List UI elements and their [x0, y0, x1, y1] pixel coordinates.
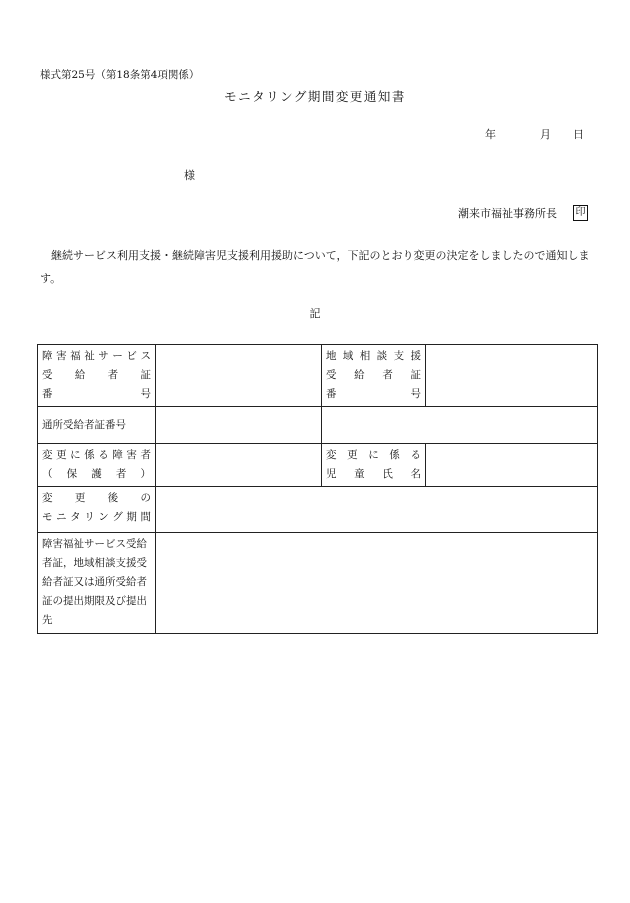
label-line: [326, 366, 421, 385]
label-char: 番: [326, 388, 337, 400]
label-char: の: [140, 492, 151, 504]
date-day: 日: [573, 128, 584, 141]
form-number: 様式第25号（第18条第4項関係）: [40, 69, 200, 81]
label-child-name: [322, 444, 426, 487]
label-line: [326, 465, 421, 484]
label-char: 号: [140, 388, 151, 400]
label-line: [42, 489, 151, 508]
label-char: 氏: [382, 468, 393, 480]
date-year: 年: [485, 128, 496, 141]
label-text: 障害福祉サービス受給者証，地域相談支援受給者証又は通所受給者証の提出期限及び提出先: [42, 538, 147, 626]
label-char: ー: [112, 350, 123, 362]
label-line: [42, 366, 151, 385]
label-char: 相: [359, 350, 371, 362]
label-char: 変: [42, 492, 53, 504]
label-char: ニ: [56, 511, 67, 523]
label-changed-person: [38, 444, 156, 487]
label-char: に: [368, 449, 379, 461]
label-char: ス: [140, 350, 151, 362]
label-service-certificate-number: [38, 345, 156, 407]
label-char: 後: [107, 492, 119, 504]
label-char: 保: [66, 468, 78, 480]
date-month: 月: [540, 128, 551, 141]
blank-cell: [322, 407, 598, 444]
label-char: 号: [410, 388, 421, 400]
issuer-name: 潮来市福祉事務所長: [458, 207, 557, 220]
label-line: [42, 446, 151, 465]
label-char: 者: [140, 449, 151, 461]
label-char: 給: [74, 369, 86, 381]
label-char: ン: [98, 511, 109, 523]
label-char: に: [70, 449, 81, 461]
label-line: [326, 347, 421, 366]
label-char: 名: [410, 468, 421, 480]
label-char: 童: [354, 468, 365, 480]
label-char: リ: [84, 511, 95, 523]
label-line: [42, 465, 151, 484]
value-regional-consultation-number[interactable]: [426, 345, 598, 407]
label-char: グ: [112, 511, 123, 523]
seal-mark: 印: [573, 205, 588, 221]
label-char: 更: [347, 449, 358, 461]
value-submission-deadline[interactable]: [156, 533, 598, 634]
label-char: る: [410, 449, 421, 461]
label-char: 者: [107, 369, 119, 381]
date-line: [485, 126, 584, 142]
label-char: 福: [70, 350, 81, 362]
label-char: 変: [326, 449, 337, 461]
label-char: る: [98, 449, 109, 461]
label-char: 更: [74, 492, 86, 504]
label-char: 期: [126, 511, 137, 523]
label-char: 給: [354, 369, 365, 381]
label-char: タ: [70, 511, 81, 523]
label-char: 援: [410, 350, 421, 362]
label-line: [42, 385, 151, 404]
label-line: [42, 347, 151, 366]
label-char: 害: [126, 449, 137, 461]
label-char: 者: [382, 369, 393, 381]
label-char: 受: [42, 369, 53, 381]
label-char: 更: [56, 449, 67, 461]
label-text: 通所受給者証番号: [42, 418, 126, 431]
label-char: 者: [115, 468, 127, 480]
label-char: 談: [376, 350, 388, 362]
label-char: モ: [42, 511, 53, 523]
label-line: [42, 508, 151, 527]
label-monitoring-period: [38, 487, 156, 533]
label-day-service-number: [38, 407, 156, 444]
label-char: 地: [326, 350, 337, 362]
label-char: 障: [112, 449, 123, 461]
label-char: サ: [98, 350, 109, 362]
details-table: [37, 344, 598, 634]
label-char: 証: [410, 369, 421, 381]
label-char: ）: [140, 468, 151, 480]
label-regional-consultation-number: [322, 345, 426, 407]
document-title: モニタリング期間変更通知書: [224, 89, 406, 104]
label-char: 祉: [84, 350, 95, 362]
label-char: 障: [42, 350, 53, 362]
body-text: 継続サービス利用支援・継続障害児支援利用援助について，下記のとおり変更の決定をしましたので通知します。: [40, 249, 590, 285]
value-child-name[interactable]: [426, 444, 598, 487]
label-char: 域: [342, 350, 354, 362]
ki-heading: 記: [309, 307, 321, 320]
label-line: [326, 446, 421, 465]
label-char: 護: [91, 468, 102, 480]
label-char: 受: [326, 369, 337, 381]
label-line: [326, 385, 421, 404]
label-char: 証: [140, 369, 151, 381]
label-char: 間: [140, 511, 151, 523]
label-char: 係: [389, 449, 400, 461]
label-char: 害: [56, 350, 67, 362]
label-char: （: [42, 468, 53, 480]
value-changed-person[interactable]: [156, 444, 322, 487]
label-char: 児: [326, 468, 337, 480]
value-monitoring-period[interactable]: [156, 487, 598, 533]
label-char: 変: [42, 449, 53, 461]
addressee-suffix: 様: [184, 169, 195, 182]
label-char: ビ: [126, 350, 137, 362]
label-submission-deadline: [38, 533, 156, 634]
label-char: 番: [42, 388, 53, 400]
label-char: 係: [84, 449, 95, 461]
value-day-service-number[interactable]: [156, 407, 322, 444]
label-char: 支: [393, 350, 405, 362]
value-service-certificate-number[interactable]: [156, 345, 322, 407]
issuer-line: [458, 205, 588, 221]
